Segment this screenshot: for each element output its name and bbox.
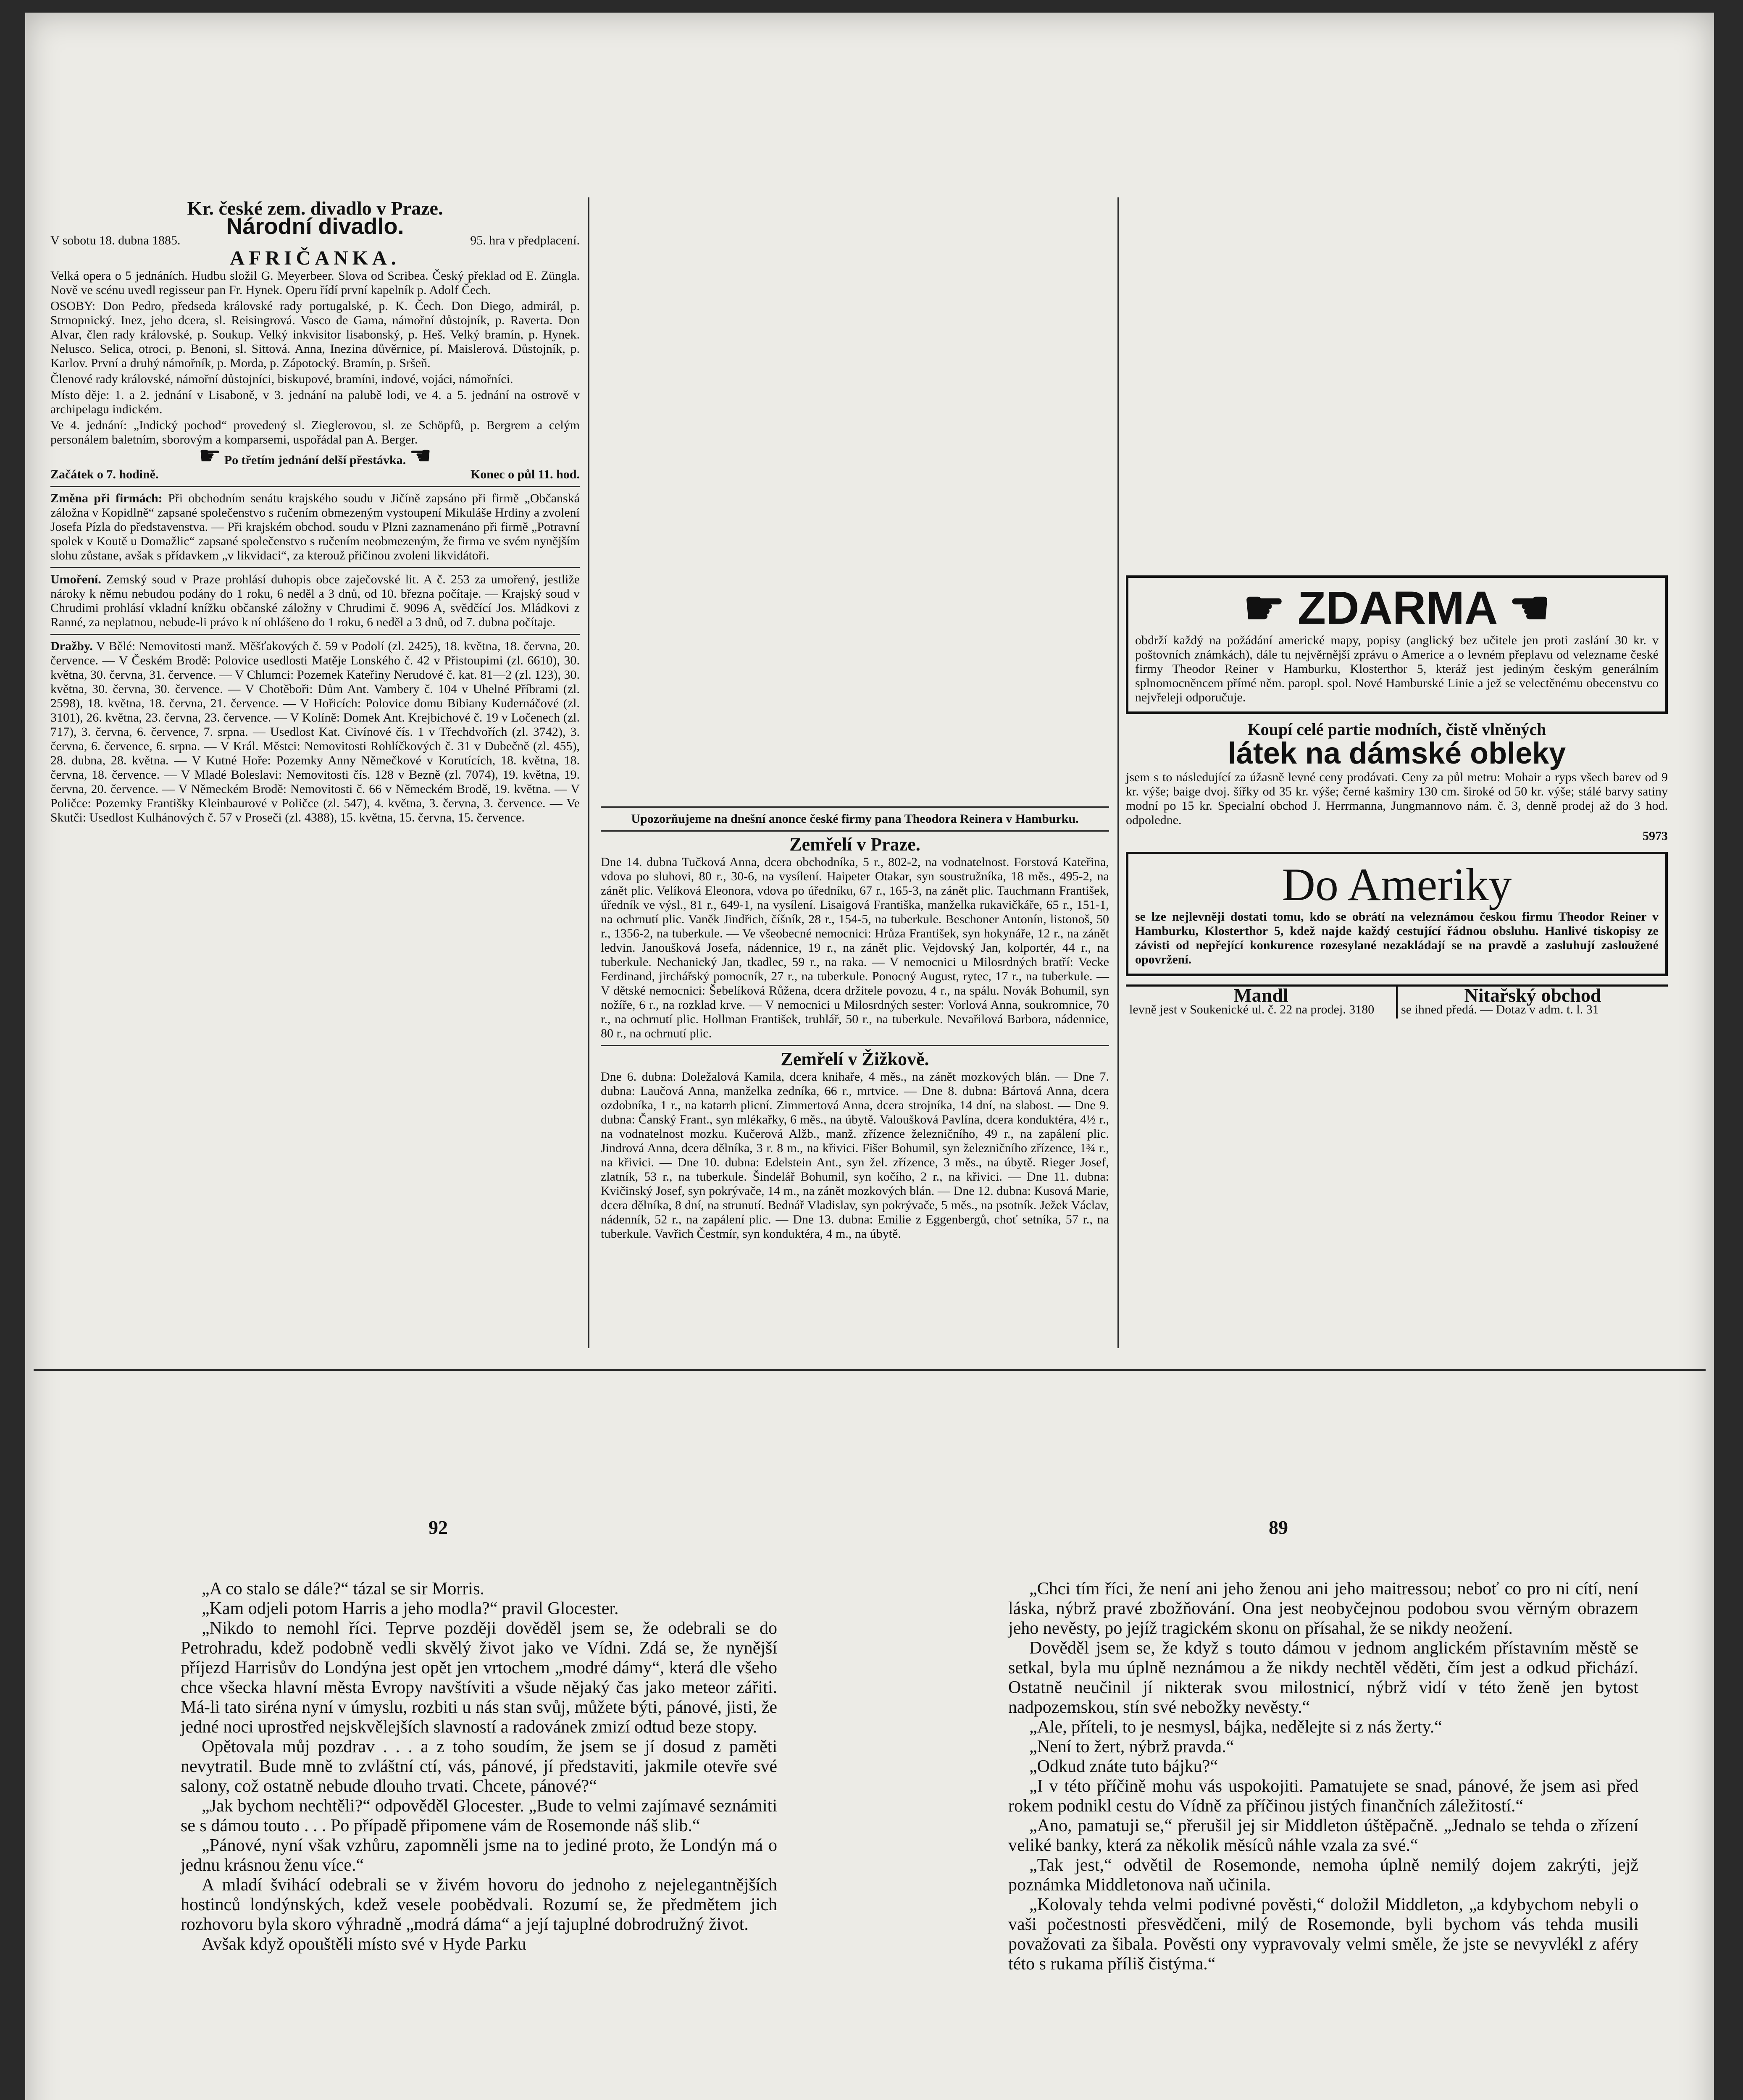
annulment-title: Umoření. [50,572,101,586]
auctions-text: V Bělé: Nemovitosti manž. Měšťakových č. 59 v Podolí (zl. 2425), 18. května, 18. června, 20. července. — V Českém Brodě: Polovice usedlosti Matěje Lonského č. 42 v Přistoupimi (zl. 6610), 30. května, 30. června, 31. července. — V Chlumci: Pozemek Kateřiny Nerudové č. kat. 81—2 (zl. 123), 30. května, 30. června, 30. července. — V Chotěboři: Dům Ant. Vambery č. 104 v Uhelné Příbrami (zl. 2598), 18. května, 18. června, 21. července. — V Hořicích: Polovice domu Bibiany Kudernáčové (zl. 3101), 26. května, 23. června, 23. července. — V Kolíně: Domek Ant. Krejbichové č. 19 v Ločenech (zl. 717), 3. června, 6. července, 7. srpna. — Usedlost Kat. Civínové čís. 1 v Třechdvořích (zl. 3742), 3. června, 6. července, 6. srpna. — V Král. Městci: Nemovitosti Rohlíčkových č. 31 v Dubečně (zl. 455), 28. dubna, 28. května. — V Kutné Hoře: Pozemky Anny Němečkové v Korutících, 18. května, 18. června, 18. července. — V Mladé Boleslavi: Nemovitosti čís. 128 v Bezně (zl. 7074), 19. května, 19. června, 20. července. — V Německém Brodě: Nemovitosti č. 66 v Německém Brodě, 19. května. — V Poličce: Pozemky Františky Kleinbaurové v Poličce (zl. 547), 4. května, 3. června, 3. července. — Ve Skutči: Usedlost Kulhánových č. 57 v Proseči (zl. 4388), 15. května, 15. června, 15. července. [50,639,580,824]
book-paragraph: „A co stalo se dále?“ tázal se sir Morris. [202,1579,484,1599]
mandl-ad [1126,984,1396,1018]
book-paragraph: „Pánové, nyní však vzhůru, zapomněli jsme na to jediné proto, že Londýn má o jednu krásnou ženu více.“ [181,1836,777,1875]
pointing-hand-icon: ☛ [198,442,221,470]
theater-date: V sobotu 18. dubna 1885. [50,234,181,247]
firm-change-title: Změna při firmách: [50,491,163,505]
play-place: Místo děje: 1. a 2. jednání v Lisaboně, v 3. jednání na palubě lodi, ve 4. a 5. jednání na ostrově v archipelagu indickém. [50,388,580,416]
book-paragraph: „Tak jest,“ odvětil de Rosemonde, nemoha úplně nemilý dojem zakrýti, jejž poznámka Middletonova naň učinila. [1008,1856,1638,1895]
pointing-hand-icon: ☛ [1243,582,1285,634]
time-row [50,467,580,482]
book-paragraph: „Chci tím říci, že není ani jeho ženou ani jeho maitressou; neboť co pro ni cítí, není láska, nýbrž pravé zbožňování. Ona jest neobyčejnou podobou svou věrným obrazem jeho nevěsty, po jejíž tragickém skonu on přísahal, že se nikdy neožení. [1008,1579,1638,1638]
book-page-left [181,1579,777,1954]
column-left [50,197,580,827]
book-paragraph: „I v této příčině mohu vás uspokojiti. Pamatujete se snad, pánové, že jsem asi před rokem podnikl cestu do Vídně za příčinou jistých finančních záležitostí.“ [1008,1777,1638,1816]
reiner-notice: Upozorňujeme na dnešní anonce české firmy pana Theodora Reinera v Hamburku. [631,812,1079,826]
theater-title: Kr. české zem. divadlo v Praze. [187,197,443,219]
book-paragraph: „Kolovaly tehda velmi podivné pověsti,“ doložil Middleton, „a kdybychom nebyli o vaši počestnosti přesvědčeni, milý de Rosemonde, byli bychom vás tehda musili považovati za šibala. Pověsti ony vypravovaly velmi směle, že jste se nevyvlékl z aféry této s rukama příliš čistýma.“ [1008,1895,1638,1974]
book-paragraph: „Ale, příteli, to je nesmysl, bájka, nedělejte si z nás žerty.“ [1029,1717,1442,1737]
zdarma-title: ZDARMA [1297,582,1496,634]
pointing-hand-left-icon: ☚ [1509,582,1551,634]
book-paragraph: Opětovala můj pozdrav . . . a z toho soudím, že jsem se jí dosud z paměti nevytratil. Bude mně to zvláštní ctí, vás, pánové, jí představiti, jakmile otevře své salony, což ostatně nebude dlouho trvati. Chcete, pánové?“ [181,1737,777,1796]
book-paragraph: Dověděl jsem se, že když s touto dámou v jednom anglickém přístavním městě se setkal, byla mu úplně neznámou a že nikdy nechtěl věděti, čím jest a odkud přichází. Ostatně neučinil jí nikterak svou milostnicí, nýbrž vidí v této ženě jen bytost nadpozemskou, stín své nebožky nevěsty.“ [1008,1638,1638,1717]
play-title: AFRIČANKA. [230,247,400,269]
mandl-text: levně jest v Soukenické ul. č. 22 na prodej. [1129,1003,1346,1016]
auctions [50,639,580,825]
small-ads-row [1126,984,1668,1018]
column-divider [588,197,589,1348]
play-dance: Ve 4. jednání: „Indický pochod“ provedený sl. Zieglerovou, sl. ze Schöpfů, p. Bergrem a celým personálem baletním, sborovým a komparsemi, uspořádal pan A. Berger. [50,418,580,446]
koupi-heading: Koupí celé partie modních, čistě vlněných [1247,720,1546,739]
book-paragraph: „Nikdo to nemohl říci. Teprve později dověděl jsem se, že odebrali se do Petrohradu, kdež podobně vedli skvělý život jako ve Vídni. Zdá se, že nynější příjezd Harrisův do Londýna jest opět jen vrtochem „modré dámy“, která dle všeho chce všecka hlavní města Evropy navštíviti a všude nějaký čas jako meteor zářiti. Má-li tato siréna nyní v úmyslu, rozbiti u nás stan svůj, můžete býti, pánové, jisti, že jedné noci uprostřed nejskvělejších slavností a radovánek zmizí odtud beze stopy. [181,1619,777,1737]
annulment-text: Zemský soud v Praze prohlásí duhopis obce zaječovské lit. A č. 253 za umořený, jestliže nároky k němu nebudou podány do 1 roku, 6 neděl a 3 dnů, od 10. března počítaje. — Krajský soud v Chrudimi prohlásí vkladní knížku občanské záložny v Chrudimi č. 9096 A, svědčící Jos. Mládkovi z Ranné, za neplatnou, nebude-li právo k ní ohlášeno do 1 roku, 6 neděl a 3 dnů, od 7. dubna počítaje. [50,572,580,629]
theater-subtitle: Národní divadlo. [226,214,404,239]
nitarsky-text: se ihned předá. — Dotaz v adm. t. l. [1401,1003,1583,1016]
page-divider [34,1369,1706,1371]
firm-change [50,491,580,563]
play-start: Začátek o 7. hodině. [50,467,159,481]
play-cast: OSOBY: Don Pedro, předseda královské rady portugalské, p. K. Čech. Don Diego, admirál, p. Strnopnický. Inez, jeho dcera, sl. Reisingrová. Vasco de Gama, námořní důstojník, p. Raverta. Don Alvar, člen rady královské, p. Soukup. Velký inkvisitor lisabonský, p. Heš. Velký bramín, p. Hynek. Nelusco. Selica, otroci, p. Benoni, sl. Sittová. Anna, Inezina důvěrnice, pí. Maislerová. Důstojník, p. Karlov. První a druhý námořník, p. Morda, p. Zápotocký. Bramín, p. Sršeň. [50,299,580,370]
newspaper-page [25,13,1714,2100]
nitarsky-title: Nitařský obchod [1464,984,1601,1006]
mandl-title: Mandl [1233,984,1288,1006]
zdarma-text: obdrží každý na požádání americké mapy, popisy (anglický bez učitele jen proti zaslání 30 kr. v poštovních známkách), dále tu nejvěrnější zprávu o Americe a o levném přeplavu od velezname české firmy Theodor Reiner v Hamburku, Klosterthor 5, kteráž jest jediným českým generálním splnomocněncem přímé něm. paropl. spol. Nové Hamburské Linie a jež se velectěnému obecenstvu co nejvřeleji odporučuje. [1135,633,1659,704]
deaths-prague-title: Zemřelí v Praze. [789,834,920,855]
theater-show: 95. hra v předplacení. [470,234,580,247]
book-paragraph: „Jak bychom nechtěli?“ odpověděl Glocester. „Bude to velmi zajímavé seznámiti se s dámou touto . . . Po případě připomene vám de Rosemonde náš slib.“ [181,1796,777,1835]
book-paragraph: A mladí švihácí odebrali se v živém hovoru do jednoho z nejelegantnějších hostinců londýnských, kdež vesele poobědvali. Rozumí se, že předmětem jich rozhovoru byla skoro výhradně „modrá dáma“ a její tajuplné dobrodružný život. [181,1875,777,1934]
book-paragraph: „Ano, pamatuji se,“ přerušil jej sir Middleton úštěpačně. „Jednalo se tehda o zřízení veliké banky, která za několik měsíců náhle vzala za své.“ [1008,1816,1638,1855]
page-number-left: 92 [429,1517,448,1538]
page-number-right: 89 [1269,1517,1288,1538]
play-end: Konec o půl 11. hod. [470,467,580,481]
book-page-right [1008,1579,1638,1974]
nitarsky-number: 31 [1586,1003,1599,1016]
column-divider-2 [1117,197,1119,1348]
amerika-text: se lze nejlevněji dostati tomu, kdo se obrátí na veleznámou českou firmu Theodor Reiner v Hamburku, Klosterthor 5, kdež najde každý cestující řádnou obsluhu. Hanlivé tiskopisy ze závisti od nepřející konkurence rozesylané nezakládají se na pravdě a zasluhují zasloužené opovržení. [1135,910,1659,966]
amerika-heading: Do Ameriky [1282,859,1512,910]
deaths-zizkov-text: Dne 6. dubna: Doležalová Kamila, dcera knihaře, 4 měs., na zánět mozkových blán. — Dne 7. dubna: Laučová Anna, manželka zedníka, 66 r., mrtvice. — Dne 8. dubna: Bártová Anna, dcera ozdobníka, 1 r., na katarrh plicní. Zimmertová Anna, dcera strojníka, 14 dní, na slabost. — Dne 9. dubna: Čanský Frant., syn mlékařky, 6 měs., na úbytě. Valoušková Pavlína, dcera konduktéra, 4½ r., na vodnatelnost mozku. Kučerová Alžb., manž. zřízence železničního, 49 r., na zapálení plic. Jindrová Anna, dcera dělníka, 3 r. 8 m., na křivici. Fišer Bohumil, syn železničního zřízence, 1¾ r., na křivici. — Dne 10. dubna: Edelstein Ant., syn žel. zřízence, 3 měs., na úbytě. Rieger Josef, zlatník, 53 r., na tuberkule. Šindelář Bohumil, syn kočího, 2 r., na křivici. — Dne 11. dubna: Kvičinský Josef, syn pokrývače, 14 m., na zánět mozkových blán. — Dne 12. dubna: Kusová Marie, dcera dělníka, 8 dní, na strunutí. Bednář Vladislav, syn pokrývače, 5 měs., na psotník. Ježek Václav, nádenník, 52 r., na zapálení plic. — Dne 13. dubna: Emilie z Eggenbergů, choť setníka, 57 r., na tuberkule. Vavřich Čestmír, syn konduktéra, 4 m., na úbytě. [601,1070,1109,1241]
nitarsky-ad [1396,984,1668,1018]
deaths-zizkov-title: Zemřelí v Žižkově. [781,1049,929,1069]
zdarma-ad [1126,575,1668,714]
auctions-title: Dražby. [50,639,93,653]
annulment [50,572,580,630]
zdarma-heading [1135,583,1659,633]
pointing-hand-left-icon: ☚ [409,442,432,470]
play-members: Členové rady královské, námořní důstojníci, biskupové, bramíni, indové, vojáci, námořníci. [50,372,513,386]
firm-change-text: Při obchodním senátu krajského soudu v Jičíně zapsáno při firmě „Občanská záložna v Kopidlně“ zapsané společenstvo s ručením obmezeným vystoupení Mikuláše Hrdiny a zvolení Josefa Pízla do představenstva. — Při krajském obchod. soudu v Plzni zaznamenáno při firmě „Potravní spolek v Koutě u Domažlic“ zapsané společenstvo s ručením neobmezeným, že firma ve svém nynějším slohu zůstane, avšak s přídavkem „v likvidaci“, za kterouž přičinou zvoleni likvidátoři. [50,491,580,562]
latek-number: 5973 [1643,829,1668,843]
column-right [1126,197,1668,1018]
play-pause: Po třetím jednání delší přestávka. [224,453,406,467]
book-paragraph: „Není to žert, nýbrž pravda.“ [1029,1737,1234,1756]
deaths-prague-text: Dne 14. dubna Tučková Anna, dcera obchodníka, 5 r., 802-2, na vodnatelnost. Forstová Kateřina, vdova po sluhovi, 80 r., 30-6, na vysílení. Haipeter Otakar, syn soustružníka, 18 měs., 495-2, na zánět plic. Velíková Eleonora, vdova po úředníku, 67 r., 165-3, na zánět plic. Tauchmann František, úředník ve výsl., 81 r., 649-1, na vysílení. Lisaigová Františka, manželka rukavičkáře, 65 r., 151-1, na ochrnutí plic. Vaněk Jindřich, číšník, 28 r., 154-5, na tuberkule. Beschoner Antonín, listonoš, 50 r., 1356-2, na tuberkule. — Ve všeobecné nemocnici: Hrůza František, syn hokynáře, 12 r., na zánět ledvin. Janoušková Josefa, nádennice, 19 r., na zánět plic. Vejdovský Jan, kolportér, 44 r., na tuberkule. Nechanický Jan, tkadlec, 59 r., na raka. — V nemocnici u Milosrdných bratří: Vecke Ferdinand, jirchářský pomocník, 27 r., na tuberkule. Ponocný August, rytec, 17 r., na tuberkule. — V dětské nemocnici: Šebelíková Růžena, dcera držitele povozu, 4 r., na spálu. Novák Bohumil, syn nožíře, 6 r., na rozklad krve. — V nemocnici u Milosrdných sester: Vorlová Anna, soukromnice, 70 r., na ochrnutí plic. Hollman František, truhlář, 50 r., na tuberkule. Nevařilová Barbora, nádennice, 80 r., na ochrnutí plic. [601,855,1109,1040]
play-description: Velká opera o 5 jednáních. Hudbu složil G. Meyerbeer. Slova od Scribea. Český překlad od E. Züngla. Nově ve scénu uvedl regisseur pan Fr. Hynek. Operu řídí první kapelník p. Adolf Čech. [50,269,580,297]
book-paragraph: „Odkud znáte tuto bájku?“ [1029,1757,1218,1776]
latek-heading: látek na dámské obleky [1228,737,1566,770]
pause-row [50,442,580,470]
book-paragraph: „Kam odjeli potom Harris a jeho modla?“ pravil Glocester. [202,1599,619,1618]
latek-text: jsem s to následující za úžasně levné ceny prodávati. Ceny za půl metru: Mohair a ryps všech barev od 9 kr. výše; baige dvoj. šířky od 35 kr. výše; černé kašmiry 130 cm. široké od 50 kr. výše; stálé barvy satiny modní po 15 kr. Specialní obchod J. Herrmanna, Jungmannovo nám. č. 3, denně prodej až do 3 hod. odpoledne. [1126,770,1668,827]
mandl-number: 3180 [1349,1003,1375,1016]
column-middle [601,802,1109,1241]
amerika-ad [1126,852,1668,976]
book-paragraph: Avšak když opouštěli místo své v Hyde Parku [202,1935,526,1954]
